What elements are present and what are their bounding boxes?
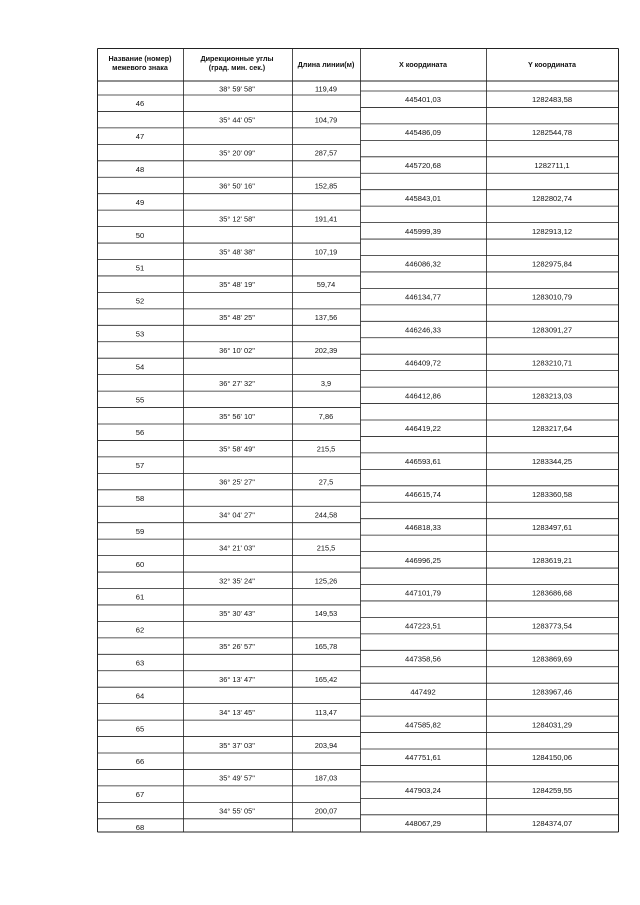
y-coordinate-58: 1283360,58	[531, 490, 573, 500]
line-length-59: 215,5	[316, 543, 336, 553]
y-coordinate-56: 1283217,64	[531, 424, 573, 434]
header-cell-2-line-0: Длина линии(м)	[297, 60, 355, 69]
direction-angle-48: 36° 50' 16"	[219, 181, 255, 191]
header-cell-0-line-1: межевого знака	[112, 63, 168, 72]
direction-angle-55: 35° 56' 10"	[219, 411, 255, 421]
point-number-50: 50	[135, 230, 145, 240]
point-number-65: 65	[135, 724, 145, 734]
x-coordinate-52: 446134,77	[405, 292, 441, 302]
direction-angle-59: 34° 21' 03"	[219, 543, 255, 553]
direction-angle-67: 34° 55' 05"	[219, 806, 255, 816]
point-number-54: 54	[135, 362, 145, 372]
y-coordinate-67: 1284259,55	[531, 786, 573, 796]
y-coordinate-49: 1282802,74	[531, 193, 573, 203]
y-coordinate-68: 1284374,07	[531, 819, 573, 829]
line-length-66: 187,03	[314, 773, 338, 783]
x-coordinate-48: 445720,68	[405, 161, 441, 171]
header-cell-4-line-0: Y координата	[528, 60, 576, 69]
y-coordinate-63: 1283869,69	[531, 654, 573, 664]
x-coordinate-47: 445486,09	[405, 128, 441, 138]
line-length-58: 244,58	[314, 510, 338, 520]
header-cell-1-line-0: Дирекционные углы	[200, 54, 274, 63]
direction-angle-63: 36° 13' 47"	[219, 674, 255, 684]
x-coordinate-62: 447223,51	[405, 621, 441, 631]
direction-angle-58: 34° 04' 27"	[219, 510, 255, 520]
point-number-63: 63	[135, 658, 145, 668]
direction-angle-50: 35° 48' 38"	[219, 247, 255, 257]
y-coordinate-57: 1283344,25	[531, 457, 573, 467]
x-coordinate-64: 447492	[410, 687, 436, 697]
line-length-61: 149,53	[314, 609, 338, 619]
direction-angle-65: 35° 37' 03"	[219, 740, 255, 750]
point-number-51: 51	[135, 263, 145, 273]
y-coordinate-55: 1283213,03	[531, 391, 573, 401]
line-length-62: 165,78	[314, 642, 338, 652]
table-header	[108, 54, 577, 72]
header-cell-1-line-1: (град. мин. сек.)	[208, 63, 266, 72]
y-coordinate-52: 1283010,79	[531, 292, 573, 302]
y-coordinate-62: 1283773,54	[531, 621, 573, 631]
line-length-52: 137,56	[314, 313, 338, 323]
line-length-56: 215,5	[316, 444, 336, 454]
point-number-62: 62	[135, 625, 145, 635]
x-coordinate-51: 446086,32	[405, 259, 441, 269]
x-coordinate-63: 447358,56	[405, 654, 441, 664]
y-coordinate-51: 1282975,84	[531, 259, 573, 269]
x-coordinate-57: 446593,61	[405, 457, 441, 467]
y-coordinate-60: 1283619,21	[531, 555, 573, 565]
point-number-58: 58	[135, 494, 145, 504]
x-coordinate-53: 446246,33	[405, 325, 441, 335]
x-coordinate-55: 446412,86	[405, 391, 441, 401]
direction-angle-60: 32° 35' 24"	[219, 576, 255, 586]
x-coordinate-61: 447101,79	[405, 588, 441, 598]
first-length: 119,49	[314, 84, 338, 94]
x-coordinate-49: 445843,01	[405, 193, 441, 203]
x-coordinate-66: 447751,61	[405, 753, 441, 763]
point-number-57: 57	[135, 461, 145, 471]
x-coordinate-65: 447585,82	[405, 720, 441, 730]
direction-angle-54: 36° 27' 32"	[219, 378, 255, 388]
direction-angle-66: 35° 49' 57"	[219, 773, 255, 783]
point-number-61: 61	[135, 592, 145, 602]
point-number-46: 46	[135, 99, 145, 109]
direction-angle-46: 35° 44' 05"	[219, 115, 255, 125]
y-coordinate-48: 1282711,1	[534, 161, 570, 171]
y-coordinate-47: 1282544,78	[531, 128, 573, 138]
point-number-60: 60	[135, 559, 145, 569]
y-coordinate-54: 1283210,71	[531, 358, 573, 368]
y-coordinate-50: 1282913,12	[531, 226, 573, 236]
x-coordinate-60: 446996,25	[405, 555, 441, 565]
line-length-65: 203,94	[314, 740, 338, 750]
point-number-49: 49	[135, 197, 145, 207]
direction-angle-53: 36° 10' 02"	[219, 345, 255, 355]
point-number-56: 56	[135, 428, 145, 438]
point-number-67: 67	[135, 790, 145, 800]
line-length-47: 287,57	[314, 148, 338, 158]
y-coordinate-59: 1283497,61	[531, 522, 573, 532]
line-length-53: 202,39	[314, 345, 338, 355]
x-coordinate-58: 446615,74	[405, 490, 441, 500]
point-number-66: 66	[135, 757, 145, 767]
y-coordinate-46: 1282483,58	[531, 95, 573, 105]
line-length-51: 59,74	[316, 280, 336, 290]
x-coordinate-68: 448067,29	[405, 819, 441, 829]
line-length-57: 27,5	[318, 477, 334, 487]
direction-angle-64: 34° 13' 45"	[219, 707, 255, 717]
direction-angle-62: 35° 26' 57"	[219, 642, 255, 652]
line-length-63: 165,42	[314, 674, 338, 684]
x-coordinate-54: 446409,72	[405, 358, 441, 368]
x-coordinate-46: 445401,03	[405, 95, 441, 105]
x-coordinate-50: 445999,39	[405, 226, 441, 236]
point-number-47: 47	[135, 132, 145, 142]
line-length-48: 152,85	[314, 181, 338, 191]
header-cell-0-line-0: Название (номер)	[108, 54, 172, 63]
point-number-52: 52	[135, 296, 145, 306]
line-length-46: 104,79	[314, 115, 338, 125]
line-length-60: 125,26	[314, 576, 338, 586]
direction-angle-61: 35° 30' 43"	[219, 609, 255, 619]
line-length-54: 3,9	[320, 378, 332, 388]
header-cell-3-line-0: X координата	[398, 60, 448, 69]
y-coordinate-61: 1283686,68	[531, 588, 573, 598]
x-coordinate-56: 446419,22	[405, 424, 441, 434]
point-number-55: 55	[135, 395, 145, 405]
point-number-59: 59	[135, 526, 145, 536]
direction-angle-51: 35° 48' 19"	[219, 280, 255, 290]
direction-angle-47: 35° 20' 09"	[219, 148, 255, 158]
direction-angle-49: 35° 12' 58"	[219, 214, 255, 224]
y-coordinate-53: 1283091,27	[531, 325, 573, 335]
direction-angle-52: 35° 48' 25"	[219, 313, 255, 323]
line-length-64: 113,47	[314, 707, 338, 717]
point-number-68: 68	[135, 823, 145, 833]
x-coordinate-59: 446818,33	[405, 522, 441, 532]
line-length-55: 7,86	[318, 411, 334, 421]
direction-angle-56: 35° 58' 49"	[219, 444, 255, 454]
x-coordinate-67: 447903,24	[405, 786, 441, 796]
direction-angle-57: 36° 25' 27"	[219, 477, 255, 487]
boundary-coordinates-table	[97, 48, 619, 833]
line-length-49: 191,41	[314, 214, 338, 224]
line-length-67: 200,07	[314, 806, 338, 816]
point-number-53: 53	[135, 329, 145, 339]
point-number-64: 64	[135, 691, 145, 701]
line-length-50: 107,19	[314, 247, 338, 257]
y-coordinate-64: 1283967,46	[531, 687, 573, 697]
point-number-48: 48	[135, 165, 145, 175]
y-coordinate-65: 1284031,29	[531, 720, 573, 730]
first-angle: 38° 59' 58"	[219, 84, 255, 94]
y-coordinate-66: 1284150,06	[531, 753, 573, 763]
